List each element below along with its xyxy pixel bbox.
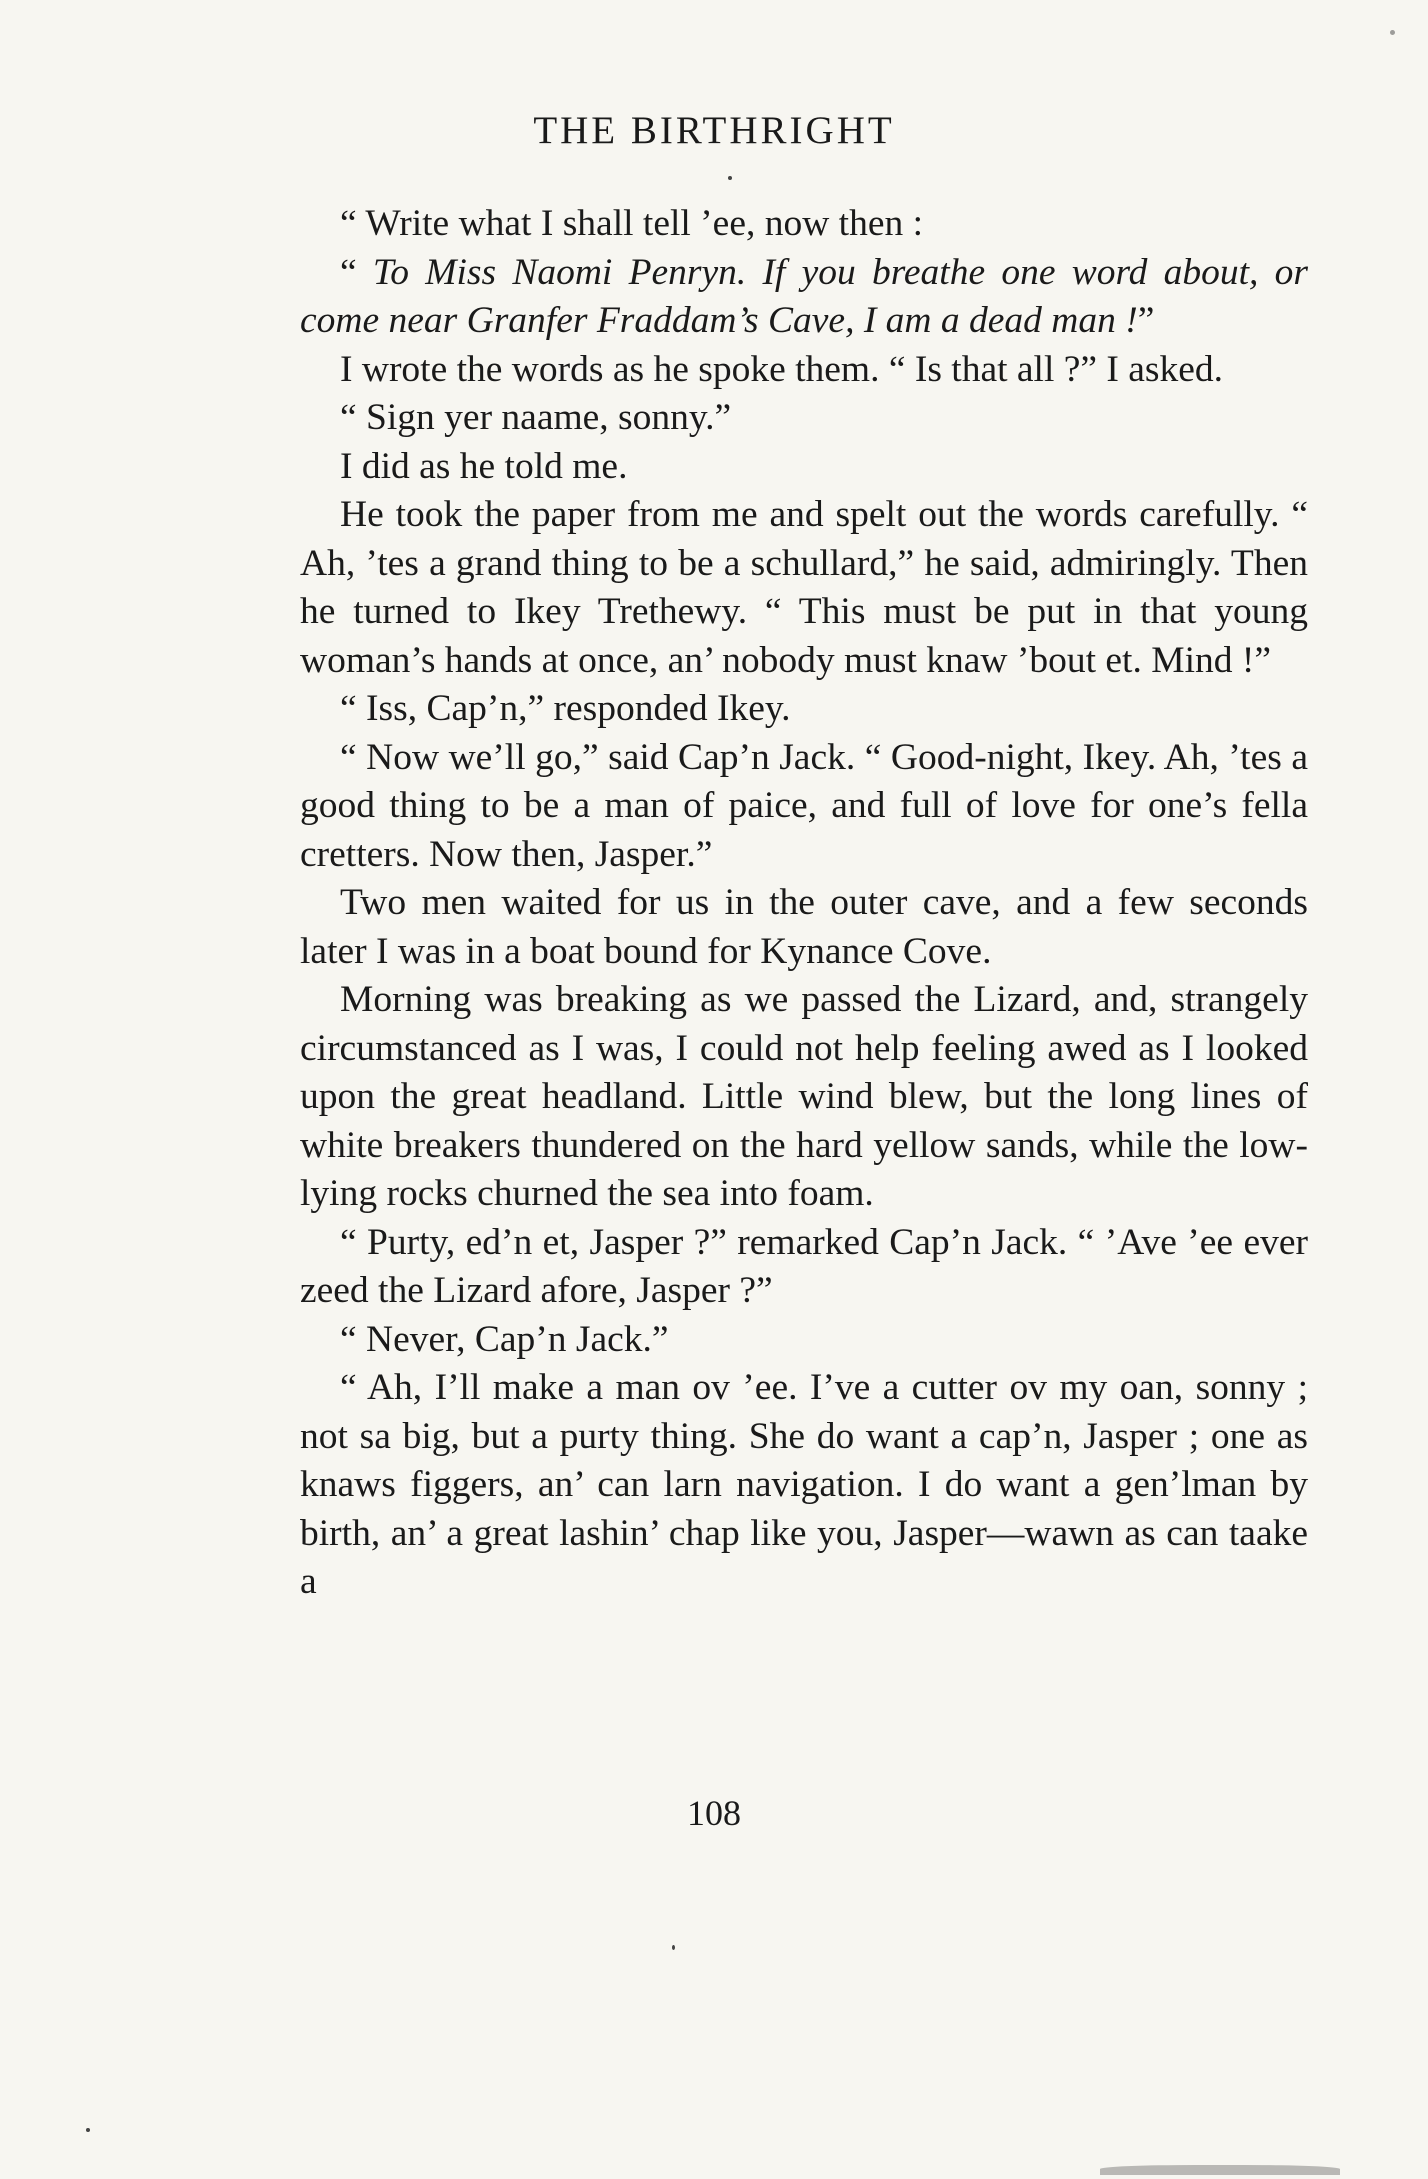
page-number: 108 — [687, 1793, 741, 1833]
ink-speck — [672, 1945, 675, 1950]
paragraph — [300, 249, 1308, 346]
body-text — [300, 200, 1308, 1607]
text-run: “ Purty, ed’n et, Jasper ?” remarked Cap’n Jack. “ ’Ave ’ee ever zeed the Lizard afore, Jasper ?” — [300, 1221, 1308, 1311]
ink-speck — [1390, 30, 1395, 35]
text-run: “ Iss, Cap’n,” responded Ikey. — [340, 688, 791, 729]
text-run: ” — [1137, 300, 1155, 341]
running-head: THE BIRTHRIGHT — [533, 109, 895, 152]
text-run: Two men waited for us in the outer cave, and a few seconds later I was in a boat bound for Kynance Cove. — [300, 882, 1308, 972]
text-run: “ Sign yer naame, sonny.” — [340, 397, 732, 438]
text-run: “ Ah, I’ll make a man ov ’ee. I’ve a cutter ov my oan, sonny ; not sa big, but a purty thing. She do want a cap’n, Jasper ; one as knaws figgers, an’ can larn navigation. I do want a gen’lman by birth, an’ a great lashin’ chap like you, Jasper—wawn as can taake a — [300, 1367, 1308, 1602]
paragraph — [300, 1219, 1308, 1316]
paragraph — [300, 1316, 1308, 1365]
text-run: I did as he told me. — [340, 445, 628, 487]
paragraph — [300, 734, 1308, 880]
paragraph — [300, 976, 1308, 1219]
text-run: “ Write what I shall tell ’ee, now then : — [340, 203, 924, 244]
text-run: Morning was breaking as we passed the Lizard, and, strangely circumstanced as I was, I could not help feeling awed as I looked upon the great headland. Little wind blew, but the long lines of white breakers thundered on the hard yellow sands, while the low-lying rocks churned the sea into foam. — [300, 979, 1308, 1214]
ink-speck — [1100, 2165, 1340, 2175]
text-run: “ Now we’ll go,” said Cap’n Jack. “ Good-night, Ikey. Ah, ’tes a good thing to be a man of paice, and full of love for one’s fella cretters. Now then, Jasper.” — [300, 736, 1308, 875]
paragraph — [300, 394, 1308, 443]
text-run: “ Never, Cap’n Jack.” — [340, 1318, 669, 1360]
text-run: “ — [340, 251, 373, 293]
paragraph — [300, 685, 1308, 734]
text-run: I wrote the words as he spoke them. “ Is that all ?” I asked. — [340, 348, 1224, 390]
paragraph — [300, 491, 1308, 685]
italic-text: To Miss Naomi Penryn. If you breathe one word about, or come near Granfer Fraddam’s Cave, I am a dead man ! — [300, 251, 1308, 341]
text-run: He took the paper from me and spelt out the words carefully. “ Ah, ’tes a grand thing to be a schullard,” he said, admiringly. Then he turned to Ikey Trethewy. “ This must be put in that young woman’s hands at once, an’ nobody must knaw ’bout et. Mind !” — [300, 494, 1308, 681]
ink-speck — [728, 176, 732, 180]
paragraph — [300, 443, 1308, 492]
paragraph — [300, 1364, 1308, 1607]
ink-speck — [86, 2128, 90, 2132]
paragraph — [300, 346, 1308, 395]
paragraph — [300, 200, 1308, 249]
paragraph — [300, 879, 1308, 976]
